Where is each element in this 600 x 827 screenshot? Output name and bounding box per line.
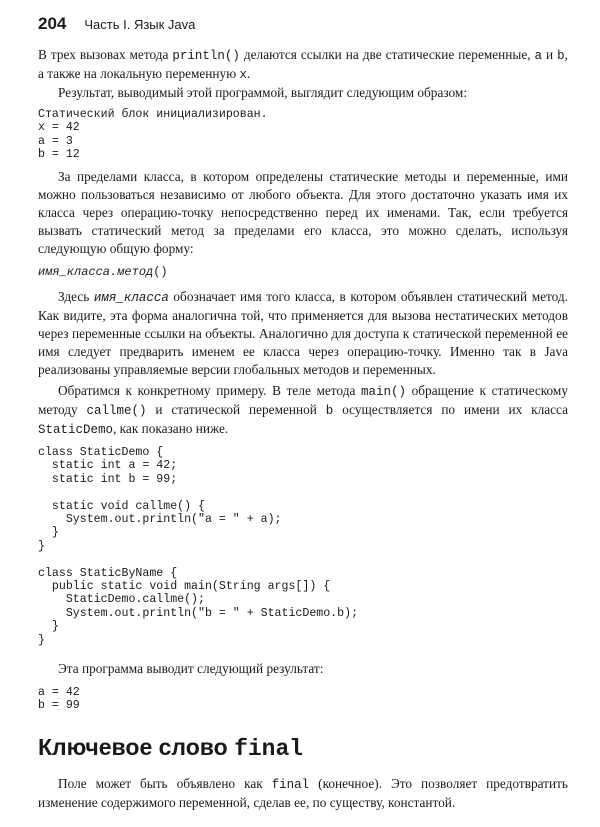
page-header [38, 14, 195, 34]
inline-code: b [325, 404, 334, 418]
general-form-parens: () [153, 265, 168, 279]
inline-code: b [557, 49, 565, 63]
program-output-2: a = 42 b = 99 [38, 686, 80, 713]
text: и статической переменной [146, 402, 326, 417]
text: В трех вызовах метода [38, 47, 173, 62]
heading-code: final [234, 736, 304, 762]
text: , как показано ниже. [113, 421, 229, 436]
text: , а также на локальную переменную [38, 47, 568, 81]
general-form [38, 262, 568, 280]
running-title: Часть I. Язык Java [84, 17, 196, 32]
paragraph-static-outside [38, 168, 568, 258]
page-number: 204 [38, 14, 67, 33]
section-heading [38, 734, 568, 762]
inline-code: final [271, 778, 310, 792]
inline-code: println() [172, 49, 240, 63]
paragraph-result-intro: Результат, выводимый этой программой, выглядит следующим образом: [58, 85, 468, 100]
text: Эта программа выводит следующий результат: [58, 661, 324, 676]
text: осуществляется по имени их класса [333, 402, 568, 417]
text: и [542, 47, 558, 62]
text: За пределами класса, в котором определены статические методы и переменные, ими можно пользоваться независимо от любого объекта. Для этого достаточно указать имя их класса через операцию-точку непосредственно перед их именами. Так, если требуется вызвать статический метод за пределами его класса, это можно сделать, используя следующую общую форму: [38, 169, 568, 256]
text: обращение к статическому методу [38, 383, 568, 417]
paragraph-output-intro [38, 660, 568, 678]
inline-code: StaticDemo [38, 423, 114, 437]
paragraph-example [38, 382, 568, 439]
text: Здесь [58, 289, 94, 304]
text: делаются ссылки на две статические переменные, [239, 47, 535, 62]
paragraph-class-name [38, 288, 568, 379]
text: . [246, 66, 251, 81]
inline-code: a [534, 49, 543, 63]
code-listing: class StaticDemo { static int a = 42; static int b = 99; static void callme() { System.out.println("a = " + a); } } class StaticByName { public static void main(String args[]) { StaticDemo.callme(); System.out.println("b = " + StaticDemo.b); } } [38, 446, 359, 647]
heading-text: Ключевое слово [38, 734, 235, 760]
general-form-italic: имя_класса.метод [38, 265, 154, 279]
paragraph-final [38, 775, 568, 812]
paragraph-println-calls [38, 46, 568, 102]
inline-code-italic: имя_класса [93, 291, 169, 305]
text: (конечное). Это позволяет предотвратить изменение содержимого переменной, сделав ее, по существу, константой. [38, 776, 568, 810]
inline-code: main() [361, 385, 407, 399]
inline-code: callme() [86, 404, 147, 418]
inline-code: x [239, 68, 247, 82]
program-output-1: Статический блок инициализирован. x = 42 a = 3 b = 12 [38, 108, 268, 162]
text: Обратимся к конкретному примеру. В теле метода [58, 383, 361, 398]
text: обозначает имя того класса, в котором объявлен статический метод. Как видите, эта форма аналогична той, что применяется для вызова нестатических методов через переменные ссылки на объекты. Аналогично для доступа к статической переменной ее имя следует предварить именем ее класса через операцию-точку. Именно так в Java реализованы управляемые версии глобальных методов и переменных. [38, 289, 568, 377]
text: Поле может быть объявлено как [58, 776, 272, 791]
